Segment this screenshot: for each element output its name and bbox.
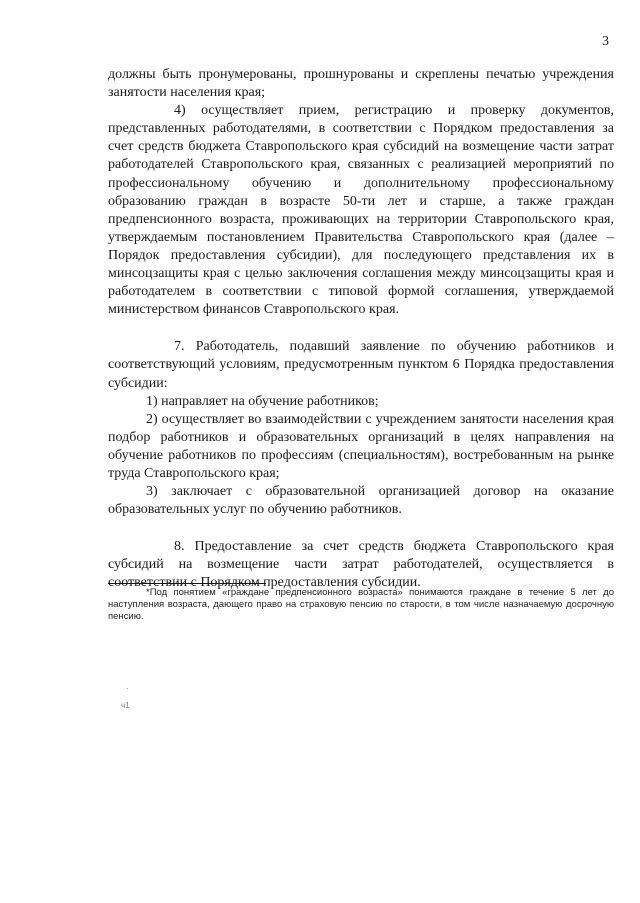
paragraph-item-7-1: 1) направляет на обучение работников; [146, 393, 379, 409]
paragraph-section-8: 8. Предоставление за счет средств бюджета Ставропольского края субсидий на возмещение части затрат работодателей, осуществляется в соответствии с Порядком предоставления субсидии. [108, 539, 614, 591]
paragraph-item-7-3: 3) заключает с образовательной организацией договор на оказание образовательных услуг по обучению работников. [108, 484, 614, 518]
footnote: *Под понятием «граждане предпенсионного возраста» понимаются граждане в течение 5 лет до наступления возраста, дающего право на страховую пенсию по старости, в том числе назначаемую досрочную пенсию. [108, 587, 614, 622]
paragraph-section-7: 7. Работодатель, подавший заявление по обучению работников и соответствующий условиям, предусмотренным пунктом 6 Порядка предоставления субсидии: [108, 339, 614, 391]
scan-mark: ч1 [121, 701, 130, 710]
paragraph-item-7-2: 2) осуществляет во взаимодействии с учреждением занятости населения края подбор работников и образовательных организаций в целях направления на обучение работников по профессиям (специальностям), востребованным на рынке труда Ставропольского края; [108, 411, 614, 481]
paragraph-continuation: должны быть пронумерованы, прошнурованы и скреплены печатью учреждения занятости населения края; [108, 67, 614, 101]
page-number: 3 [602, 34, 609, 49]
document-body [108, 66, 614, 593]
scan-mark: · [126, 684, 129, 693]
paragraph-item-4: 4) осуществляет прием, регистрацию и проверку документов, представленных работодателями, в соответствии с Порядком предоставления за счет средств бюджета Ставропольского края субсидий на возмещение части затрат работодателей Ставропольского края, связанных с реализацией мероприятий по профессиональному обучению и дополнительному профессиональному образованию граждан в возрасте 50-ти лет и старше, а также граждан предпенсионного возраста, проживающих на территории Ставропольского края, утверждаемым постановлением Правительства Ставропольского края (далее – Порядок предоставления субсидии), для последующего представления их в минсоцзащиты края с целью заключения соглашения между минсоцзащиты края и работодателем в соответствии с типовой формой соглашения, утверждаемой министерством финансов Ставропольского края. [108, 103, 614, 318]
footnote-separator [108, 583, 266, 584]
